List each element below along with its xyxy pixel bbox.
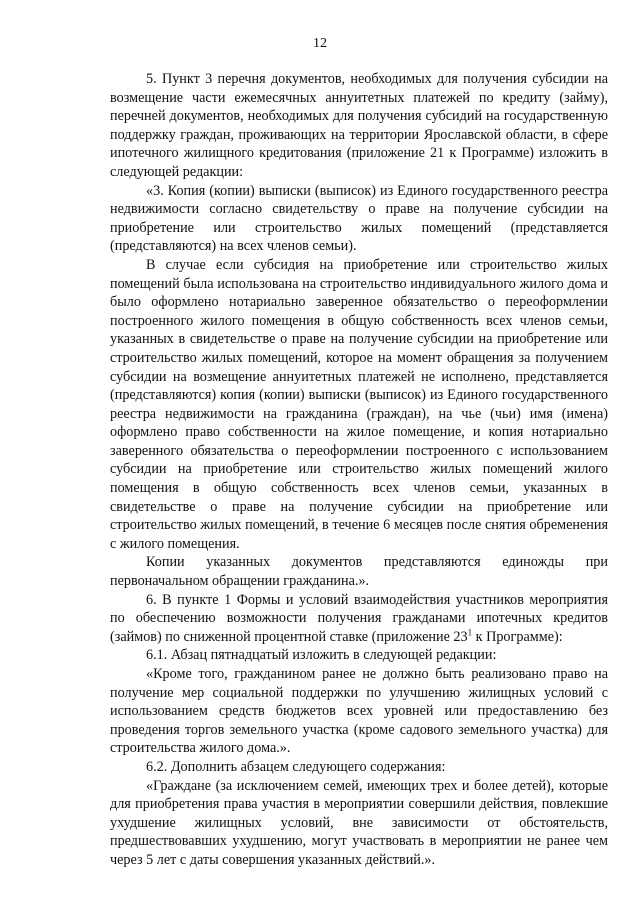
paragraph-quote-item-3: «3. Копия (копии) выписки (выписок) из Единого государственного реестра недвижимости согласно свидетельству о праве на получение субсидии на приобретение или строительство жилых помещений (представляется (представляются) на всех членов семьи).	[110, 182, 608, 255]
paragraph-6-tail: к Программе):	[472, 628, 563, 645]
paragraph-copies-once: Копии указанных документов представляются единожды при первоначальном обращении гражданина.».	[110, 554, 608, 590]
page-number: 12	[313, 36, 327, 51]
document-body	[110, 70, 608, 870]
paragraph-6-1-quote: «Кроме того, гражданином ранее не должно быть реализовано право на получение мер социальной поддержки по улучшению жилищных условий с использованием средств бюджетов всех уровней или предоставлению без проведения торгов земельного участка (кроме садового земельного участка) для строительства жилого дома.».	[110, 666, 608, 757]
paragraph-6-intro	[110, 591, 608, 647]
paragraph-6-2: 6.2. Дополнить абзацем следующего содержания:	[146, 758, 446, 775]
paragraph-5-intro: 5. Пункт 3 перечня документов, необходимых для получения субсидии на возмещение части ежемесячных аннуитетных платежей по кредиту (займу), перечней документов, необходимых для получения субсидий на государственную поддержку граждан, проживающих на территории Ярославской области, в сфере ипотечного жилищного кредитования (приложение 21 к Программе) изложить в следующей редакции:	[110, 71, 608, 180]
paragraph-6-2-quote: «Граждане (за исключением семей, имеющих трех и более детей), которые для приобретения права участия в мероприятии совершили действия, повлекшие ухудшение жилищных условий, вне зависимости от обстоятельств, предшествовавших ухудшению, могут участвовать в мероприятии не ранее чем через 5 лет с даты совершения указанных действий.».	[110, 777, 608, 868]
paragraph-6-1: 6.1. Абзац пятнадцатый изложить в следующей редакции:	[146, 647, 497, 664]
appendix-superscript: 1	[467, 627, 473, 638]
paragraph-6-text: 6. В пункте 1 Формы и условий взаимодействия участников мероприятия по обеспечению возможности получения гражданами ипотечных кредитов (займов) по сниженной процентной ставке (приложение 23	[110, 591, 608, 645]
paragraph-individual-house: В случае если субсидия на приобретение или строительство жилых помещений была использована на строительство индивидуального жилого дома и было оформлено нотариально заверенное обязательство о переоформлении построенного жилого помещения в общую собственность всех членов семьи, указанных в свидетельстве о праве на получение субсидии на приобретение или строительство жилых помещений, которое на момент обращения за получением субсидии на возмещение аннуитетных платежей не исполнено, представляется (представляются) копия (копии) выписки (выписок) из Единого государственного реестра недвижимости на гражданина (граждан), на чье (чьи) имя (имена) оформлено право собственности на жилое помещение, и копия нотариально заверенного обязательства о переоформлении построенного с использованием субсидии на приобретение или строительство жилых помещений жилого помещения в общую собственность всех членов семьи, указанных в свидетельстве о праве на получение субсидии на приобретение или строительство жилых помещений, в течение 6 месяцев после снятия обременения с жилого помещения.	[110, 256, 608, 552]
